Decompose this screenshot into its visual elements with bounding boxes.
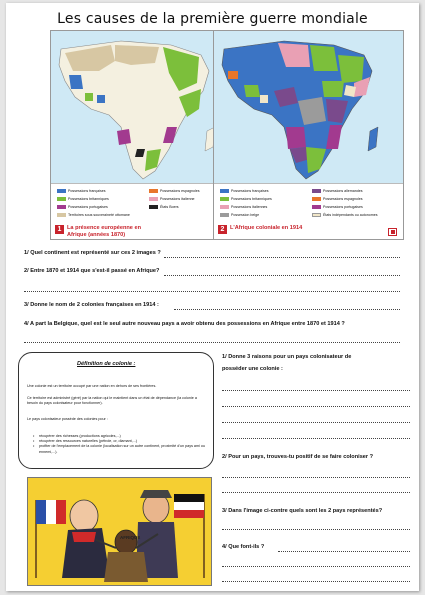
legend-item <box>220 189 269 193</box>
legend-label: Possessions britanniques <box>68 197 109 201</box>
legend-swatch <box>220 205 229 209</box>
right-question-3: 3/ Dans l'image ci-contre quels sont les 2 pays représentés? <box>222 508 383 514</box>
legend-swatch <box>312 213 321 217</box>
list-item: • récupérer des richesses (productions agricoles,...) <box>33 434 205 439</box>
definition-paragraph-2: Ce territoire est administré (géré) par la nation qui le maintient dans un état de dépendance (la colonie a besoin du pays colonisateur pour fonctionner). <box>27 396 197 406</box>
legend-label: Possessions britanniques <box>231 197 272 201</box>
legend-label: États indépendants ou autonomes <box>323 213 378 217</box>
legend-item <box>220 205 267 209</box>
answer-line-r1a[interactable] <box>222 390 410 391</box>
colonial-cartoon-image <box>27 477 212 586</box>
question-1: 1/ Quel continent est représenté sur ces 2 images ? <box>24 250 161 256</box>
map-africa-1914 <box>213 30 404 240</box>
answer-line-2b[interactable] <box>24 291 400 292</box>
legend-item <box>312 205 363 209</box>
legend-item <box>220 213 259 217</box>
legend-swatch <box>312 205 321 209</box>
answer-line-r2a[interactable] <box>222 477 410 478</box>
caption-text: La présence européenne en Afrique (années 1870) <box>67 225 141 238</box>
legend-label: Possessions portugaises <box>68 205 108 209</box>
question-2: 2/ Entre 1870 et 1914 que s'est-il passé en Afrique? <box>24 268 160 274</box>
answer-line-r4a[interactable] <box>278 551 410 552</box>
legend-label: Possession belge <box>231 213 260 217</box>
map-africa-1914-drawing <box>214 31 404 183</box>
legend-label: Possessions espagnoles <box>160 189 200 193</box>
page-title: Les causes de la première guerre mondiale <box>57 11 368 27</box>
legend-swatch <box>149 205 158 209</box>
answer-line-r1c[interactable] <box>222 422 410 423</box>
legend-swatch <box>220 189 229 193</box>
answer-line-r3[interactable] <box>222 529 410 530</box>
legend-swatch <box>312 189 321 193</box>
list-item: • récupérer des ressources naturelles (pétrole, or, diamant,...) <box>33 439 205 444</box>
legend-label: Possessions italienne <box>160 197 195 201</box>
right-question-2: 2/ Pour un pays, trouves-tu positif de se faire coloniser ? <box>222 454 374 460</box>
legend-swatch <box>57 213 66 217</box>
legend-swatch <box>57 197 66 201</box>
legend-item <box>149 197 195 201</box>
legend-swatch <box>220 197 229 201</box>
cartoon-label-afrique: AFRIQUE <box>120 535 141 540</box>
legend-item <box>57 189 106 193</box>
legend-label: Territoires sous souveraineté ottomane <box>68 213 130 217</box>
legend-swatch <box>57 205 66 209</box>
map-1914-caption <box>218 225 340 234</box>
legend-item <box>312 189 363 193</box>
definition-paragraph-3: Le pays colonisateur possède des colonies pour : <box>27 417 108 421</box>
answer-line-4[interactable] <box>24 342 400 343</box>
answer-line-r1d[interactable] <box>222 438 410 439</box>
legend-swatch <box>149 189 158 193</box>
legend-item <box>149 205 179 209</box>
answer-line-r4b[interactable] <box>222 566 410 567</box>
legend-item <box>57 205 108 209</box>
list-item: • profiter de l'emplacement de la colonie (localisation sur un autre continent, proximité d'un pays ami ou ennemi,...). <box>33 444 205 454</box>
legend-item <box>149 189 200 193</box>
legend-swatch <box>312 197 321 201</box>
cartoon-drawing <box>28 478 212 586</box>
question-4: 4/ A part la Belgique, quel est le seul autre nouveau pays a avoir obtenu des possessions en Afrique entre 1870 et 1914 ? <box>24 321 345 327</box>
legend-label: Possessions portugaises <box>323 205 363 209</box>
legend-item <box>57 197 109 201</box>
legend-label: Possessions françaises <box>68 189 106 193</box>
caption-number: 1 <box>55 225 64 234</box>
legend-item <box>220 197 272 201</box>
worksheet-page <box>6 3 419 591</box>
definition-paragraph-1: Une colonie est un territoire occupé par une nation en dehors de ses frontières. <box>27 384 157 388</box>
caption-text: L'Afrique coloniale en 1914 <box>230 225 303 231</box>
legend-item <box>312 213 378 217</box>
answer-line-3[interactable] <box>174 309 400 310</box>
map-1870-caption <box>55 225 147 238</box>
right-question-4: 4/ Que font-ils ? <box>222 544 265 550</box>
legend-label: Possessions italiennes <box>231 205 268 209</box>
answer-line-r2b[interactable] <box>222 492 410 493</box>
legend-item <box>57 213 130 217</box>
map-1870-legend <box>51 183 240 240</box>
legend-swatch <box>57 189 66 193</box>
definition-box <box>18 352 214 469</box>
definition-title: Définition de colonie : <box>77 361 136 367</box>
legend-swatch <box>149 197 158 201</box>
document-icon <box>388 228 397 236</box>
question-3: 3/ Donne le nom de 2 colonies françaises en 1914 : <box>24 302 159 308</box>
legend-item <box>312 197 363 201</box>
map-1914-legend <box>214 183 403 240</box>
right-question-1-cont: posséder une colonie : <box>222 366 283 372</box>
legend-label: Possessions allemandes <box>323 189 363 193</box>
answer-line-r1b[interactable] <box>222 406 410 407</box>
legend-label: États Boers <box>160 205 179 209</box>
answer-line-r4c[interactable] <box>222 581 410 582</box>
answer-line-2[interactable] <box>164 275 400 276</box>
legend-label: Possessions espagnoles <box>323 197 363 201</box>
definition-list <box>33 434 205 455</box>
legend-label: Possessions françaises <box>231 189 269 193</box>
caption-number: 2 <box>218 225 227 234</box>
right-question-1: 1/ Donne 3 raisons pour un pays colonisateur de <box>222 354 352 360</box>
legend-swatch <box>220 213 229 217</box>
answer-line-1[interactable] <box>164 257 400 258</box>
